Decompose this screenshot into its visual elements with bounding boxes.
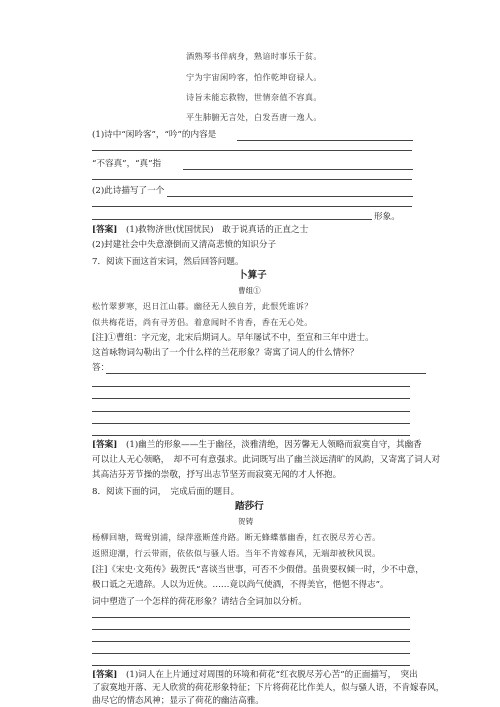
answer-line [92,665,410,666]
question-end: 形象。 [374,212,400,222]
answer-text: (1)词人在上片通过对周围的环境和荷花“红衣脱尽芳心苦”的正面描写， 突出 [126,670,418,680]
answer-text: (1)救物济世(忧国忧民) 敢于说真话的正直之士 [126,225,309,235]
poem-line: 诗旨未能忘救物，世情奈值不容真。 [186,92,322,102]
answer-text: 其高洁芬芳节操的崇敬，抒写出志节坚芳而寂寞无闻的才人怀抱。 [92,470,342,480]
answer-blank [92,219,372,220]
question-label: (2)此诗描写了一个 [92,186,165,196]
note-text: [注]《宋史·文苑传》载贺氏“喜谈当世事，可否不少假借。虽贵要权倾一时，少不中意， [92,565,424,575]
question-label: (1)诗中“闲吟客”，“吟”的内容是 [92,130,217,140]
answer-blank [237,140,413,141]
answer-line [92,617,410,618]
answer-line [92,206,412,207]
answer-line [92,411,410,412]
answer-blank [106,373,426,374]
answer-tag: [答案] [92,670,118,680]
answer-tag: [答案] [92,225,118,235]
poem-line: 杨柳回塘，鸳鸯别浦，绿萍涨断莲舟路。断无蜂蝶慕幽香，红衣脱尽芳心苦。 [92,532,381,542]
note-text: 极口诋之无遗辞。人以为近侠。……竟以尚气使酒，不得美官，悒悒不得志”。 [92,580,389,590]
poem-title: 踏莎行 [235,501,264,512]
poem-line: 松竹翠萝寒，迟日江山暮。幽径无人独自芳，此恨凭谁诉？ [92,301,313,311]
answer-line [92,435,410,436]
note-text: [注]①曹组：字元宠，北宋后期词人。早年屡试不中，至宣和三年中进士。 [92,333,374,343]
question-label: “不容真”，“真”指 [92,159,162,169]
answer-tag: [答案] [92,440,118,450]
answer-line [92,653,410,654]
answer-prefix: 答： [92,363,110,373]
poem-line: 宁为宇宙闲吟客，怕作乾坤窃禄人。 [186,72,322,82]
answer-line [92,150,412,151]
answer-line [92,398,410,399]
answer-text: 可以让人无心领略， 却不可有意强求。此词既写出了幽兰淡远清旷的风韵，又寄寓了词人对 [92,455,441,465]
answer-blank [167,196,413,197]
answer-text: 曲尽它的情态风神；显示了荷花的幽洁高雅。 [92,696,264,706]
answer-blank [183,169,413,170]
answer-text: (2)封建社会中失意潦倒而又清高悲愤的知识分子 [92,240,277,250]
poem-line: 返照迎潮，行云带雨，依依似与骚人语。当年不肯嫁春风，无端却被秋风误。 [92,548,381,558]
poem-line: 平生肺腑无言处，白发吾唐一逸人。 [186,112,322,122]
answer-line [92,641,410,642]
answer-line [92,629,410,630]
question-heading: 8．阅读下面的词， 完成后面的题目。 [92,487,240,497]
poem-line: 酒熟琴书伴病身，熟谙时事乐于贫。 [186,51,322,61]
question-text: 词中塑造了一个怎样的荷花形象？请结合全词加以分析。 [92,597,307,607]
question-heading: 7．阅读下面这首宋词，然后回答问题。 [92,257,244,267]
poem-line: 似共梅花语，尚有寻芳侣。着意闻时不肯香，香在无心处。 [92,317,313,327]
answer-line [92,423,410,424]
poem-author: 曹组① [238,286,261,295]
answer-line [92,386,410,387]
answer-text: 了寂寞地开落、无人欣赏的荷花形象特征；下片将荷花比作美人，似与骚人语，不肯嫁春风， [92,683,445,693]
answer-text: (1)幽兰的形象——生于幽径，淡雅清绝，因芳馨无人领略而寂寞自守，其幽香 [126,440,422,450]
poem-title: 卜算子 [238,270,267,281]
question-text: 这首咏物词勾勒出了一个什么样的兰花形象？寄寓了词人的什么情怀？ [92,348,359,358]
answer-line [92,179,412,180]
poem-author: 贺铸 [238,517,254,526]
